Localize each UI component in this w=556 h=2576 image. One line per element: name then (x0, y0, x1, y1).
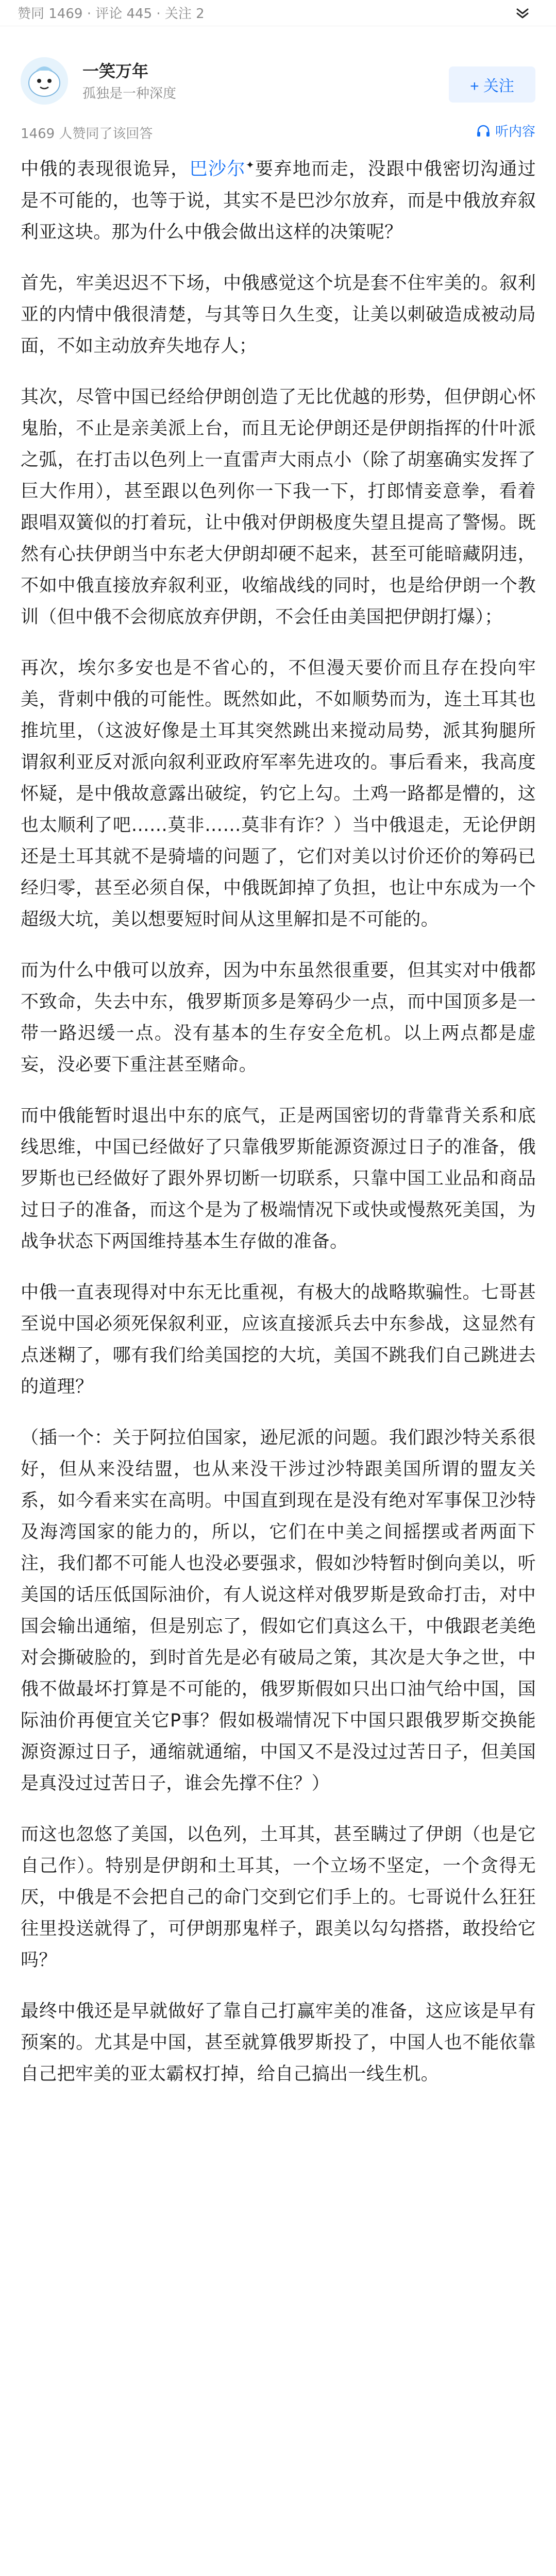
paragraph: 而中俄能暂时退出中东的底气，正是两国密切的背靠背关系和底线思维，中国已经做好了只靠俄罗斯能源资源过日子的准备，俄罗斯也已经做好了跟外界切断一切联系，只靠中国工业品和商品过日子的准备，而这个是为了极端情况下或快或慢熬死美国，为战争状态下两国维持基本生存做的准备。 (21, 1105, 536, 1252)
collapse-button[interactable] (510, 0, 535, 26)
paragraph: 其次，尽管中国已经给伊朗创造了无比优越的形势，但伊朗心怀鬼胎，不止是亲美派上台，而且无论伊朗还是伊朗指挥的什叶派之弧，在打击以色列上一直雷声大雨点小（除了胡塞确实发挥了巨大作用），甚至跟以色列你一下我一下，打郎情妾意拳，看着跟唱双簧似的打着玩，让中俄对伊朗极度失望且提高了警惕。既然有心扶伊朗当中东老大伊朗却硬不起来，甚至可能暗藏阴违，不如中俄直接放弃叙利亚，收缩战线的同时，也是给伊朗一个教训（但中俄不会彻底放弃伊朗，不会任由美国把伊朗打爆）； (21, 386, 536, 628)
answer-meta: 赞同 1469 · 评论 445 · 关注 2 (18, 6, 205, 22)
chevron-down-icon (514, 5, 531, 21)
likes-count: 1469 人赞同了该回答 (21, 126, 153, 142)
paragraph: 中俄一直表现得对中东无比重视，有极大的战略欺骗性。七哥甚至说中国必须死保叙利亚，应该直接派兵去中东参战，这显然有点迷糊了，哪有我们给美国挖的大坑，美国不跳我们自己跳进去的道理？ (21, 1282, 536, 1397)
top-bar (0, 0, 556, 26)
author-header (0, 26, 556, 104)
follow-button[interactable]: + 关注 (449, 66, 535, 103)
answer-content (21, 149, 536, 2110)
paragraph: 而为什么中俄可以放弃，因为中东虽然很重要，但其实对中俄都不致命，失去中东，俄罗斯顶多是筹码少一点，而中国顶多是一带一路迟缓一点。没有基本的生存安全危机。以上两点都是虚妄，没必要下重注甚至赌命。 (21, 960, 536, 1075)
headphones-icon (476, 123, 491, 139)
mention-link[interactable]: 巴沙尔 (189, 159, 246, 180)
mention-marker: ✦ (245, 159, 255, 171)
listen-label: 听内容 (495, 124, 535, 140)
paragraph: 最终中俄还是早就做好了靠自己打赢牢美的准备，这应该是早有预案的。尤其是中国，甚至就算俄罗斯投了，中国人也不能依靠自己把牢美的亚太霸权打掉，给自己搞出一线生机。 (21, 2001, 536, 2084)
paragraph: 而这也忽悠了美国，以色列，土耳其，甚至瞒过了伊朗（也是它自己作）。特别是伊朗和土耳其，一个立场不坚定，一个贪得无厌，中俄是不会把自己的命门交到它们手上的。七哥说什么狂狂往里投送就得了，可伊朗那鬼样子，跟美以勾勾搭搭，敢投给它吗？ (21, 1824, 536, 1971)
paragraph: 再次，埃尔多安也是不省心的，不但漫天要价而且存在投向牢美，背刺中俄的可能性。既然如此，不如顺势而为，连土耳其也推坑里，（这波好像是土耳其突然跳出来搅动局势，派其狗腿所谓叙利亚反对派向叙利亚政府军率先进攻的。事后看来，我高度怀疑，是中俄故意露出破绽，钓它上勾。土鸡一路都是懵的，这也太顺利了吧……莫非……莫非有诈？）当中俄退走，无论伊朗还是土耳其就不是骑墙的问题了，它们对美以讨价还价的筹码已经归零，甚至必须自保，中俄既卸掉了负担，也让中东成为一个超级大坑，美以想要短时间从这里解扣是不可能的。 (21, 657, 536, 930)
avatar[interactable] (21, 57, 68, 105)
listen-button[interactable] (476, 121, 535, 140)
paragraph: 中俄的表现很诡异，巴沙尔✦要弃地而走，没跟中俄密切沟通过是不可能的，也等于说，其实不是巴沙尔放弃，而是中俄放弃叙利亚这块。那为什么中俄会做出这样的决策呢？ (21, 159, 536, 243)
avatar-image (21, 57, 68, 105)
author-name[interactable]: 一笑万年 (82, 61, 149, 81)
paragraph: 首先，牢美迟迟不下场，中俄感觉这个坑是套不住牢美的。叙利亚的内情中俄很清楚，与其等日久生变，让美以刺破造成被动局面，不如主动放弃失地存人； (21, 273, 536, 357)
author-bio: 孤独是一种深度 (82, 86, 177, 101)
paragraph: （插一个：关于阿拉伯国家，逊尼派的问题。我们跟沙特关系很好，但从来没结盟，也从来没干涉过沙特跟美国所谓的盟友关系，如今看来实在高明。中国直到现在是没有绝对军事保卫沙特及海湾国家的能力的，所以，它们在中美之间摇摆或者两面下注，我们都不可能人也没必要强求，假如沙特暂时倒向美以，听美国的话压低国际油价，有人说这样对俄罗斯是致命打击，对中国会输出通缩，但是别忘了，假如它们真这么干，中俄跟老美绝对会撕破脸的，到时首先是必有破局之策，其次是大争之世，中俄不做最坏打算是不可能的，俄罗斯假如只出口油气给中国，国际油价再便宜关它P事？假如极端情况下中国只跟俄罗斯交换能源资源过日子，通缩就通缩，中国又不是没过过苦日子，但美国是真没过过苦日子，谁会先撑不住？） (21, 1427, 536, 1794)
stats-row (0, 114, 556, 148)
